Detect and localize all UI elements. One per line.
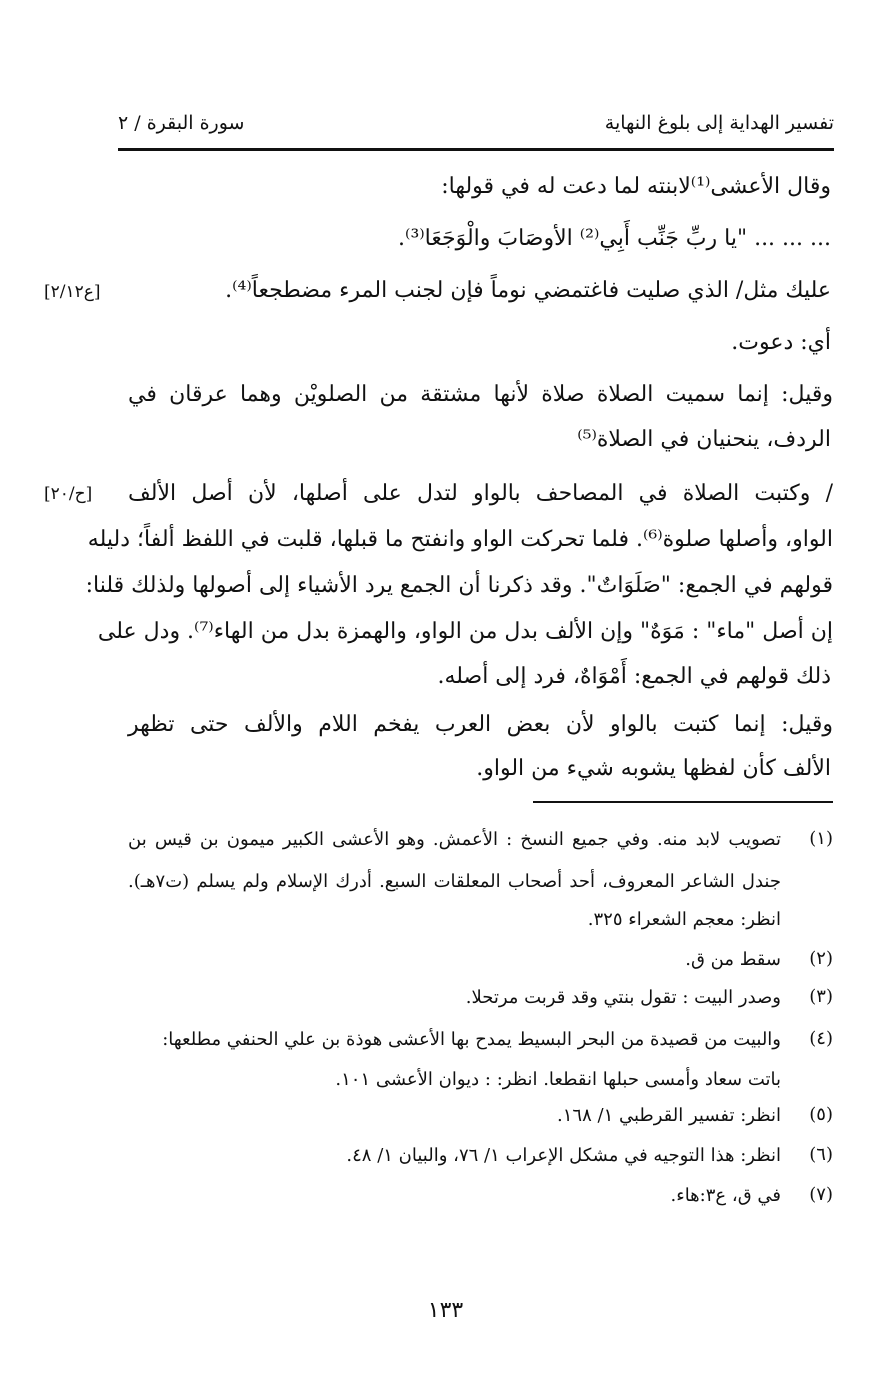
margin-ref-2: [ح/٢٠] (44, 484, 93, 504)
body-line-10: إن أصل "ماء" : مَوَهٌ" وإن الألف بدل من الواو، والهمزة بدل من الهاء⁽⁷⁾. ودل على (97, 619, 833, 644)
footnote-1-line-1: تصويب لابد منه. وفي جميع النسخ : الأعمش. وهو الأعشى الكبير ميمون بن قيس بن (128, 829, 781, 850)
footnote-num-7: (٧) (809, 1184, 833, 1205)
body-line-1: وقال الأعشى⁽¹⁾لابنته لما دعت له في قولها: (441, 174, 831, 199)
footnote-6: انظر: هذا التوجيه في مشكل الإعراب ١/ ٧٦، والبيان ١/ ٤٨. (346, 1145, 781, 1166)
footnote-num-5: (٥) (809, 1104, 833, 1125)
surah-label: سورة البقرة / ٢ (118, 112, 245, 134)
footnote-num-2: (٢) (809, 948, 833, 969)
footnote-7: في ق، ع٣:هاء. (670, 1185, 781, 1206)
footnote-4-line-1: والبيت من قصيدة من البحر البسيط يمدح بها الأعشى هوذة بن علي الحنفي مطلعها: (162, 1029, 781, 1050)
book-title: تفسير الهداية إلى بلوغ النهاية (604, 112, 834, 134)
footnote-num-4: (٤) (809, 1028, 833, 1049)
footnote-num-1: (١) (809, 828, 833, 849)
margin-ref-1: [ع٢/١٢] (44, 282, 101, 302)
footnote-num-3: (٣) (809, 986, 833, 1007)
body-line-6: الردف، ينحنيان في الصلاة⁽⁵⁾ (577, 427, 831, 452)
body-line-12: وقيل: إنما كتبت بالواو لأن بعض العرب يفخم اللام والألف حتى تظهر (128, 712, 833, 737)
body-line-13: الألف كأن لفظها يشوبه شيء من الواو. (476, 756, 831, 781)
footnote-5: انظر: تفسير القرطبي ١/ ١٦٨. (557, 1105, 781, 1126)
body-line-11: ذلك قولهم في الجمع: أَمْوَاهٌ، فرد إلى أصله. (437, 664, 831, 689)
body-line-5: وقيل: إنما سميت الصلاة صلاة لأنها مشتقة من الصلويْن وهما عرقان في (128, 382, 833, 407)
verse-line-1: ... ... ... "يا ربِّ جَنِّب أَبِي⁽²⁾ الأوصَابَ والْوَجَعَا⁽³⁾. (398, 226, 831, 251)
body-line-7: / وكتبت الصلاة في المصاحف بالواو لتدل على أصلها، لأن أصل الألف (128, 481, 833, 506)
page-number: ١٣٣ (427, 1298, 464, 1323)
footnote-1-line-2: جندل الشاعر المعروف، أحد أصحاب المعلقات السبع. أدرك الإسلام ولم يسلم (ت٧هـ). (128, 871, 781, 892)
footnote-2: سقط من ق. (685, 949, 781, 970)
running-header (118, 112, 834, 142)
footnote-3: وصدر البيت : تقول بنتي وقد قربت مرتحلا. (465, 987, 781, 1008)
footnote-rule (533, 801, 833, 803)
header-rule (118, 148, 834, 151)
footnote-num-6: (٦) (809, 1144, 833, 1165)
footnote-4-line-2: باتت سعاد وأمسى حبلها انقطعا. انظر: : ديوان الأعشى ١٠١. (335, 1069, 781, 1090)
body-line-4: أي: دعوت. (731, 330, 831, 355)
footnote-1-line-3: انظر: معجم الشعراء ٣٢٥. (587, 909, 781, 930)
body-line-8: الواو، وأصلها صلوة⁽⁶⁾. فلما تحركت الواو وانفتح ما قبلها، قلبت في اللفظ ألفاً؛ دليله (87, 527, 833, 552)
verse-line-2: عليك مثل/ الذي صليت فاغتمضي نوماً فإن لجنب المرء مضطجعاً⁽⁴⁾. (225, 278, 831, 303)
body-line-9: قولهم في الجمع: "صَلَوَاتٌ". وقد ذكرنا أن الجمع يرد الأشياء إلى أصولها ولذلك قلنا: (85, 573, 833, 598)
